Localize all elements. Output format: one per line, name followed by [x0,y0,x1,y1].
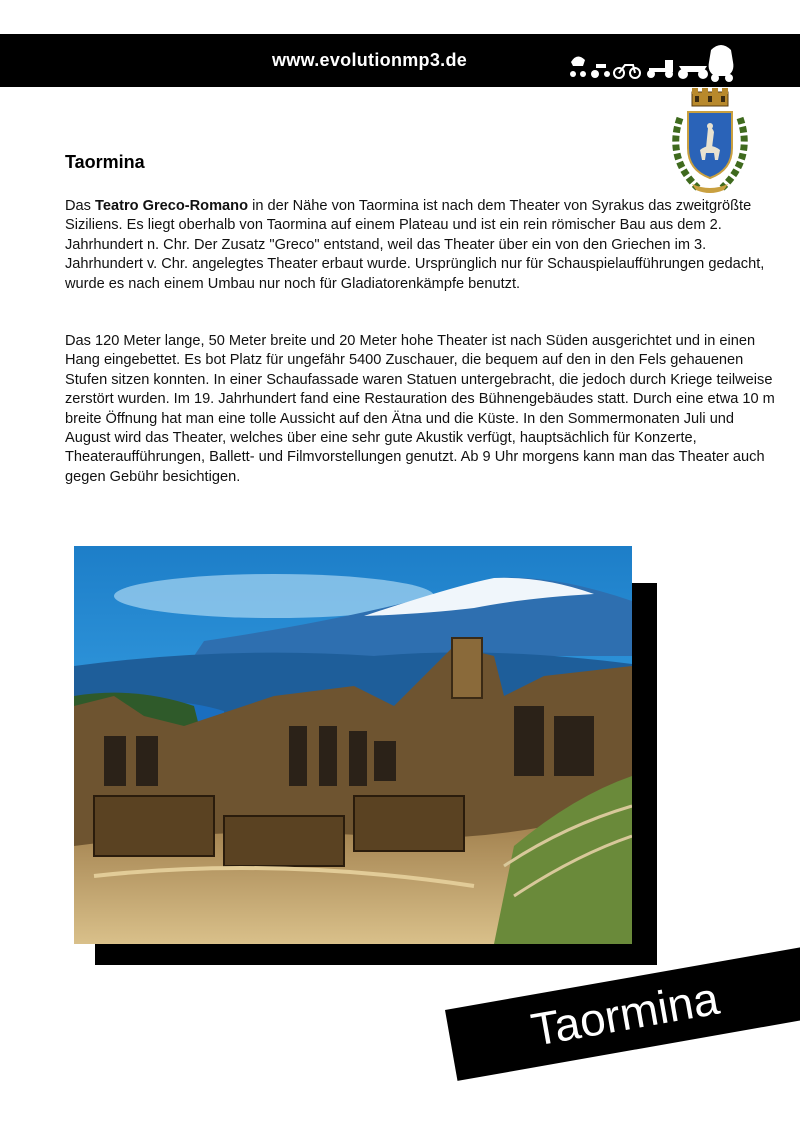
tricycle-icon [591,64,610,78]
scooter-icon [647,60,673,78]
stroller-icon [570,56,586,77]
theatre-photo [74,546,632,944]
title-banner [445,946,800,1081]
vehicle-icons [565,38,735,84]
motorcycle-icon [678,66,708,79]
details-paragraph: Das 120 Meter lange, 50 Meter breite und 20 Meter hohe Theater ist nach Süden ausgerichtet und in einen Hang eingebettet. Es bot Platz für ungefähr 5400 Zuschauer, die bequem auf den in den Fels gehauenen Stufen sitzen konnten. In einer Schaufassade waren Statuen untergebracht, die jedoch durch Kriege teilweise zerstört wurden. Im 19. Jahrhundert fand eine Restauration des Bühnengebäudes statt. Durch eine etwa 10 m breite Öffnung hat man eine tolle Aussicht auf den Ätna und die Küste. In den Sommermonaten Juli und August wird das Theater, welches über eine sehr gute Akustik verfügt, hauptsächlich für Konzerte, Theateraufführungen, Ballett- und Filmvorstellungen genutzt. Ab 9 Uhr morgens kann man das Theater auch gegen Gebühr besichtigen. [65,333,775,485]
taormina-coat-of-arms-icon [662,88,758,200]
intro-paragraph [65,197,775,294]
bicycle-icon [614,65,640,78]
header-bar [0,34,800,87]
mascot-icon [709,45,734,82]
article-title: Taormina [65,152,145,172]
theatre-name: Teatro Greco-Romano [95,198,249,214]
intro-rest: in der Nähe von Taormina ist nach dem Theater von Syrakus das zweitgrößte Siziliens. Es liegt oberhalb von Taormina auf einem Plateau und ist ein rein römischer Bau aus dem 2. Jahrhundert n. Chr. Der Zusatz "Greco" entstand, weil das Theater über ein von den Griechen im 3. Jahrhundert v. Chr. angelegtes Theater erbaut wurde. Ursprünglich nur für Schauspielaufführungen gedacht, wurde es nach einem Umbau nur noch für Gladiatorenkämpfe benutzt. [65,198,765,292]
intro-lead: Das [65,198,96,214]
site-url-link[interactable]: www.evolutionmp3.de [272,50,468,70]
banner-text: Taormina [527,971,723,1056]
